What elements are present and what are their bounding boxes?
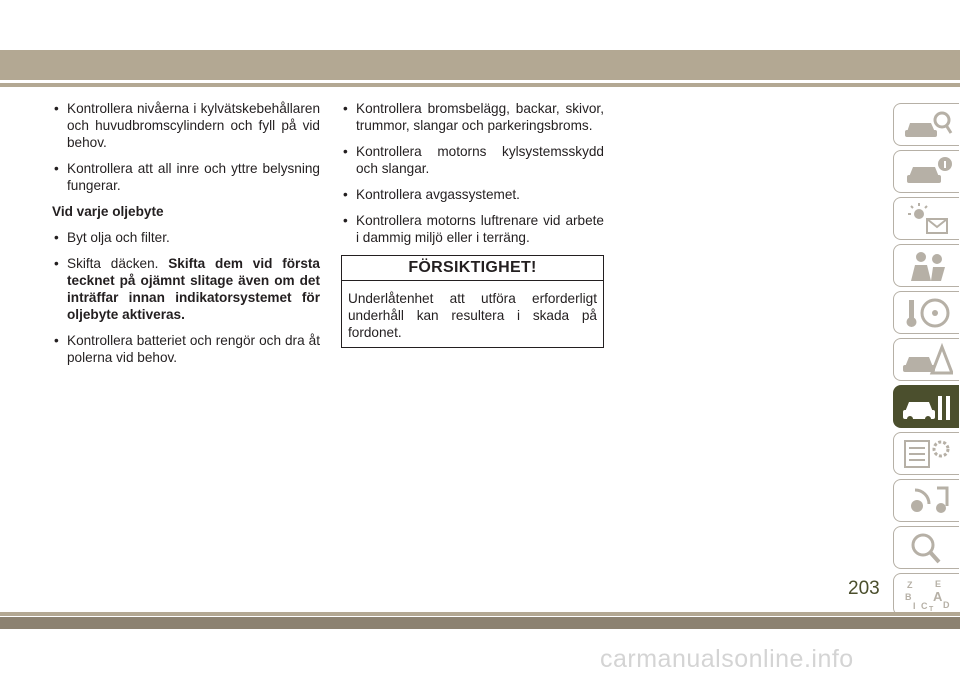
page-number: 203 — [848, 578, 880, 599]
index-alphabet-icon — [901, 578, 953, 612]
index-letter: T — [928, 605, 933, 612]
index-letter: Z — [906, 579, 912, 590]
list-item: • Kontrollera avgassystemet. — [341, 186, 604, 203]
tab-index[interactable] — [893, 573, 959, 616]
tab-specifications[interactable] — [893, 432, 959, 475]
tire-warning: Skifta dem vid första tecknet på ojämnt slitage även om det inträffar innan indikatorsystemet för oljebyte aktiveras. — [67, 256, 320, 322]
index-letter: E — [934, 578, 941, 589]
list-item: • Kontrollera motorns kylsystemsskydd och slangar. — [341, 143, 604, 177]
chapter-tabs — [893, 103, 960, 620]
tab-starting-driving[interactable] — [893, 291, 959, 334]
tab-car-info[interactable] — [893, 150, 959, 193]
list-item-tires — [52, 255, 320, 323]
watermark: carmanualsonline.info — [600, 645, 854, 673]
caution-title: FÖRSIKTIGHET! — [342, 256, 603, 281]
multimedia-icon — [901, 484, 953, 518]
section-heading: Vid varje oljebyte — [52, 204, 164, 219]
index-letter: I — [912, 600, 916, 611]
index-letter: A — [932, 588, 942, 604]
car-search-icon — [901, 108, 953, 142]
tab-servicing[interactable] — [893, 385, 959, 428]
tab-warning-lights[interactable] — [893, 197, 959, 240]
list-item: • Byt olja och filter. — [52, 229, 320, 246]
car-breakdown-warning-icon — [901, 343, 953, 377]
left-column — [52, 100, 320, 375]
index-letter: D — [942, 599, 949, 610]
tire-instruction: Skifta däcken. — [67, 256, 169, 271]
tab-car-search[interactable] — [893, 103, 959, 146]
bottom-rule — [0, 612, 960, 616]
top-rule — [0, 83, 960, 87]
car-info-icon — [901, 155, 953, 189]
index-letter: C — [920, 600, 927, 611]
tab-search[interactable] — [893, 526, 959, 569]
tab-multimedia[interactable] — [893, 479, 959, 522]
tab-emergency[interactable] — [893, 338, 959, 381]
list-item: • Kontrollera bromsbelägg, backar, skivor, trummor, slangar och parkeringsbroms. — [341, 100, 604, 134]
list-item: • Kontrollera nivåerna i kylvätskebehållaren och huvudbromscylindern och fyll på vid behov. — [52, 100, 320, 151]
key-steering-wheel-icon — [901, 296, 953, 330]
car-wrench-icon — [901, 390, 953, 424]
airbag-person-icon — [901, 249, 953, 283]
bottom-band — [0, 617, 960, 629]
list-item: • Kontrollera motorns luftrenare vid arbete i dammig miljö eller i terräng. — [341, 212, 604, 246]
list-item: • Kontrollera att all inre och yttre belysning fungerar. — [52, 160, 320, 194]
caution-body: Underlåtenhet att utföra erforderligt underhåll kan resultera i skada på fordonet. — [348, 291, 597, 340]
tab-safety[interactable] — [893, 244, 959, 287]
caution-box — [341, 255, 604, 348]
search-icon — [901, 531, 953, 565]
warning-light-mail-icon — [901, 202, 953, 236]
index-letter: B — [904, 591, 911, 602]
specs-gear-icon — [901, 437, 953, 471]
right-column — [341, 100, 604, 255]
list-item: • Kontrollera batteriet och rengör och dra åt polerna vid behov. — [52, 332, 320, 366]
top-band — [0, 50, 960, 80]
